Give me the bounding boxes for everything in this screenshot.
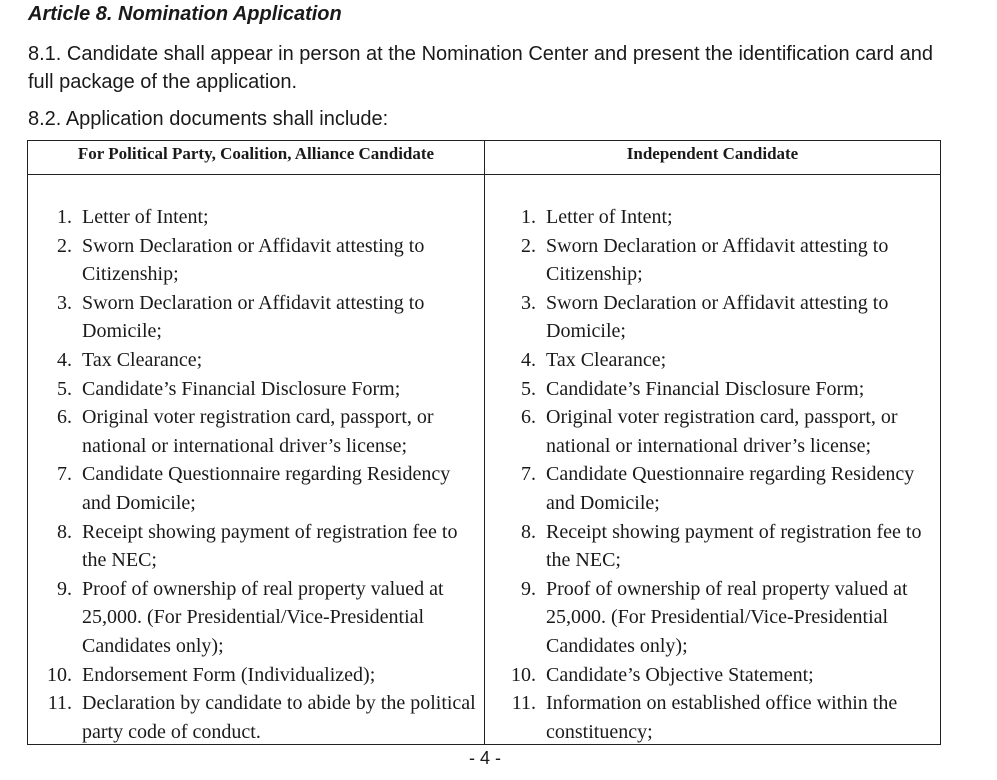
requirement-text: Sworn Declaration or Affidavit attesting to Citizenship; — [546, 234, 889, 286]
requirement-number: 1. — [521, 206, 536, 228]
independent-requirement-item — [502, 375, 942, 404]
independent-requirement-item — [502, 518, 942, 575]
independent-requirement-item — [502, 346, 942, 375]
independent-requirement-item — [502, 403, 942, 460]
party-requirement-item — [38, 375, 478, 404]
independent-candidate-requirements-list — [502, 203, 942, 746]
requirement-number: 6. — [57, 406, 72, 429]
requirement-text: Candidate’s Financial Disclosure Form; — [546, 377, 865, 400]
requirement-text: Sworn Declaration or Affidavit attesting to Domicile; — [546, 291, 889, 343]
party-requirement-item — [38, 689, 478, 746]
requirement-number: 8. — [57, 520, 72, 543]
requirement-text: Candidate Questionnaire regarding Residency and Domicile; — [546, 463, 915, 514]
party-requirement-item — [38, 460, 478, 517]
requirement-number: 10. — [511, 663, 536, 686]
requirement-number: 8. — [521, 520, 536, 543]
paragraph-8-1: 8.1. Candidate shall appear in person at the Nomination Center and present the identification card and full package of the application. — [28, 43, 934, 93]
party-requirement-item — [38, 661, 478, 690]
requirement-number: 1. — [57, 206, 72, 228]
independent-requirement-item — [502, 289, 942, 346]
requirement-text: Candidate Questionnaire regarding Residency and Domicile; — [82, 463, 451, 514]
independent-candidate-header: Independent Candidate — [485, 141, 940, 175]
requirement-text: Candidate’s Financial Disclosure Form; — [82, 377, 401, 400]
requirement-text: Letter of Intent; — [546, 206, 673, 228]
party-requirement-item — [38, 518, 478, 575]
requirement-number: 3. — [521, 291, 536, 314]
requirement-number: 11. — [47, 692, 72, 715]
requirement-number: 4. — [57, 348, 72, 371]
independent-requirement-item — [502, 575, 942, 661]
requirement-text: Letter of Intent; — [82, 206, 209, 228]
requirement-text: Endorsement Form (Individualized); — [82, 663, 376, 686]
paragraph-8-2: 8.2. Application documents shall include: — [28, 108, 389, 130]
requirement-text: Sworn Declaration or Affidavit attesting to Domicile; — [82, 291, 425, 343]
requirement-text: Tax Clearance; — [546, 348, 667, 371]
requirement-text: Proof of ownership of real property valued at 25,000. (For Presidential/Vice-Presidential Candidates only); — [82, 577, 444, 657]
independent-requirement-item — [502, 460, 942, 517]
requirement-number: 3. — [57, 291, 72, 314]
requirement-text: Receipt showing payment of registration fee to the NEC; — [546, 520, 922, 572]
page-number: - 4 - — [468, 748, 501, 768]
party-requirement-item — [38, 346, 478, 375]
article-title: Article 8. Nomination Application — [28, 3, 342, 25]
independent-requirement-item — [502, 232, 942, 289]
party-candidate-requirements-list — [38, 203, 478, 746]
party-requirement-item — [38, 289, 478, 346]
requirement-text: Original voter registration card, passport, or national or international driver’s license; — [546, 406, 898, 457]
requirement-text: Declaration by candidate to abide by the political party code of conduct. — [82, 692, 476, 743]
requirement-number: 2. — [521, 234, 536, 257]
requirement-number: 2. — [57, 234, 72, 257]
requirement-text: Tax Clearance; — [82, 348, 203, 371]
party-requirement-item — [38, 232, 478, 289]
requirement-number: 10. — [47, 663, 72, 686]
requirement-text: Proof of ownership of real property valued at 25,000. (For Presidential/Vice-Presidential Candidates only); — [546, 577, 908, 657]
requirement-number: 9. — [521, 577, 536, 600]
application-documents-table — [27, 140, 941, 745]
party-candidate-column — [28, 141, 485, 744]
requirement-number: 4. — [521, 348, 536, 371]
requirement-number: 7. — [521, 463, 536, 486]
independent-candidate-column — [485, 141, 940, 744]
party-candidate-header: For Political Party, Coalition, Alliance Candidate — [28, 141, 484, 175]
independent-requirement-item — [502, 689, 942, 746]
requirement-number: 5. — [521, 377, 536, 400]
party-requirement-item — [38, 203, 478, 232]
requirement-text: Sworn Declaration or Affidavit attesting to Citizenship; — [82, 234, 425, 286]
requirement-number: 9. — [57, 577, 72, 600]
requirement-text: Original voter registration card, passport, or national or international driver’s license; — [82, 406, 434, 457]
independent-requirement-item — [502, 203, 942, 232]
requirement-text: Candidate’s Objective Statement; — [546, 663, 814, 686]
independent-requirement-item — [502, 661, 942, 690]
requirement-number: 11. — [511, 692, 536, 715]
requirement-text: Receipt showing payment of registration fee to the NEC; — [82, 520, 458, 572]
requirement-text: Information on established office within the constituency; — [546, 692, 898, 743]
party-requirement-item — [38, 403, 478, 460]
requirement-number: 6. — [521, 406, 536, 429]
requirement-number: 7. — [57, 463, 72, 486]
party-requirement-item — [38, 575, 478, 661]
requirement-number: 5. — [57, 377, 72, 400]
